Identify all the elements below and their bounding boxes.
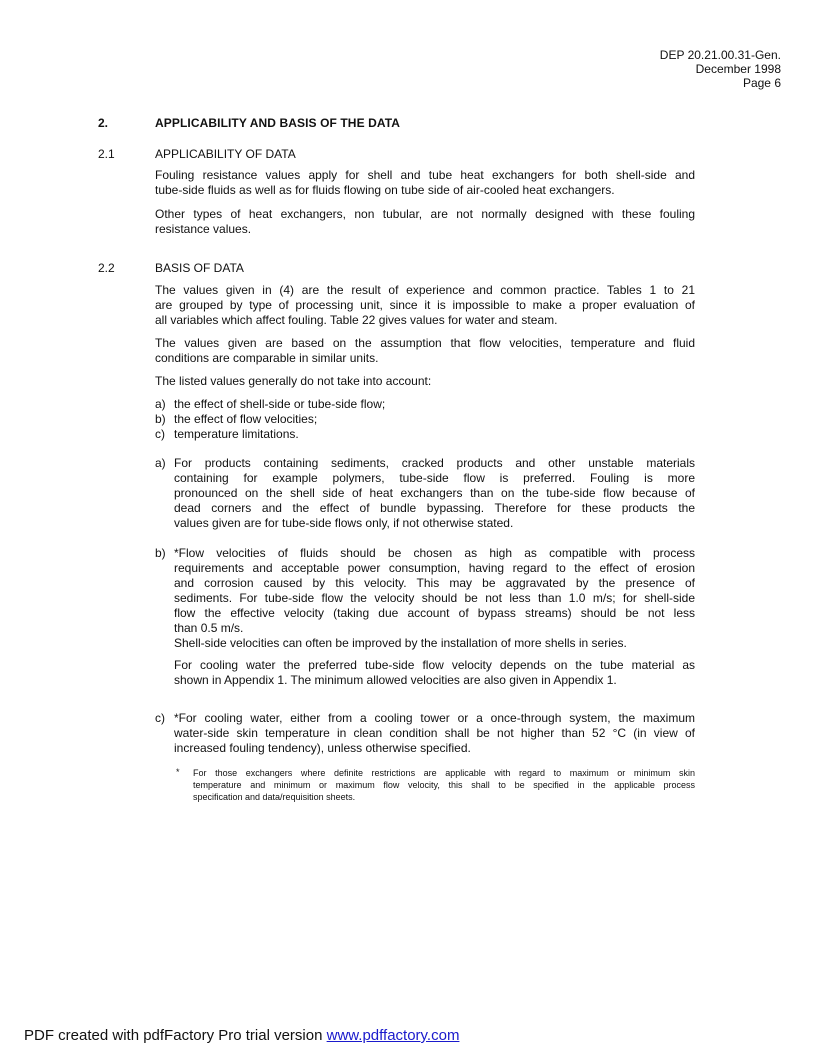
note-c-skin-temperature bbox=[174, 711, 695, 756]
text-line: dead corners and the effect of bundle bypassing. Therefore for these products the bbox=[174, 501, 695, 515]
note-b-cooling-water bbox=[174, 658, 695, 688]
paragraph-listed-values bbox=[155, 374, 695, 389]
paragraph-applicability bbox=[155, 168, 695, 198]
text-line: temperature and minimum or maximum flow velocity, this shall to be specified in the applicable process bbox=[193, 780, 695, 790]
text-line: Shell-side velocities can often be improved by the installation of more shells in series. bbox=[174, 636, 627, 650]
section-number: 2. bbox=[98, 116, 109, 130]
text-line: *Flow velocities of fluids should be chosen as high as compatible with process bbox=[174, 546, 695, 560]
text-line: specification and data/requisition sheets. bbox=[193, 792, 356, 802]
text-line: increased fouling tendency), unless otherwise specified. bbox=[174, 741, 471, 755]
subsection-title-2-2: BASIS OF DATA bbox=[155, 261, 244, 275]
text-line: containing for example polymers, tube-side flow is preferred. Fouling is more bbox=[174, 471, 695, 485]
text-line: For those exchangers where definite restrictions are applicable with regard to maximum or minimum skin bbox=[193, 768, 695, 778]
text-line: Fouling resistance values apply for shell and tube heat exchangers for both shell-side and bbox=[155, 168, 695, 182]
subsection-number-2-1: 2.1 bbox=[98, 147, 115, 161]
text-line: The listed values generally do not take into account: bbox=[155, 374, 432, 388]
subsection-title-2-1: APPLICABILITY OF DATA bbox=[155, 147, 296, 161]
text-line: The values given are based on the assumption that flow velocities, temperature and fluid bbox=[155, 336, 695, 350]
list-marker: a) bbox=[155, 397, 166, 411]
text-line: flow the effective velocity (taking due account of bypass streams) should be not less bbox=[174, 606, 695, 620]
text-line: shown in Appendix 1. The minimum allowed velocities are also given in Appendix 1. bbox=[174, 673, 617, 687]
paragraph-other-types bbox=[155, 207, 695, 237]
footnote bbox=[193, 767, 695, 803]
text-line: pronounced on the shell side of heat exchangers than on the tube-side flow because of bbox=[174, 486, 695, 500]
list-marker: a) bbox=[155, 456, 166, 470]
footer-text: PDF created with pdfFactory Pro trial version bbox=[24, 1027, 327, 1044]
note-a-sediments bbox=[174, 456, 695, 531]
text-line: For products containing sediments, cracked products and other unstable materials bbox=[174, 456, 695, 470]
paragraph-assumption bbox=[155, 336, 695, 366]
subsection-number-2-2: 2.2 bbox=[98, 261, 115, 275]
footer-link[interactable]: www.pdffactory.com bbox=[326, 1027, 460, 1044]
list-marker: b) bbox=[155, 412, 166, 426]
text-line: and corrosion caused by this velocity. This may be aggravated by the presence of bbox=[174, 576, 695, 590]
text-line: values given are for tube-side flows only, if not otherwise stated. bbox=[174, 516, 514, 530]
list-item: temperature limitations. bbox=[174, 427, 299, 441]
text-line: Other types of heat exchangers, non tubular, are not normally designed with these fouling bbox=[155, 207, 695, 221]
text-line: than 0.5 m/s. bbox=[174, 621, 244, 635]
text-line: are grouped by type of processing unit, since it is impossible to make a proper evaluation of bbox=[155, 298, 695, 312]
document-id: DEP 20.21.00.31-Gen. bbox=[659, 48, 781, 62]
document-header bbox=[660, 48, 781, 90]
list-marker: b) bbox=[155, 546, 166, 560]
text-line: all variables which affect fouling. Table 22 gives values for water and steam. bbox=[155, 313, 558, 327]
page-number: Page 6 bbox=[742, 76, 781, 90]
section-title: APPLICABILITY AND BASIS OF THE DATA bbox=[155, 116, 401, 130]
list-item: the effect of shell-side or tube-side flow; bbox=[174, 397, 386, 411]
text-line: water-side skin temperature in clean condition shall be not higher than 52 °C (in view of bbox=[174, 726, 695, 740]
document-date: December 1998 bbox=[695, 62, 781, 76]
list-marker: c) bbox=[155, 427, 165, 441]
paragraph-basis bbox=[155, 283, 695, 328]
text-line: *For cooling water, either from a cooling tower or a once-through system, the maximum bbox=[174, 711, 695, 725]
text-line: For cooling water the preferred tube-side flow velocity depends on the tube material as bbox=[174, 658, 695, 672]
footnote-marker: * bbox=[176, 767, 180, 777]
list-item: the effect of flow velocities; bbox=[174, 412, 318, 426]
text-line: conditions are comparable in similar units. bbox=[155, 351, 379, 365]
list-marker: c) bbox=[155, 711, 165, 725]
pdf-creator-footer bbox=[24, 1027, 459, 1044]
text-line: The values given in (4) are the result of experience and common practice. Tables 1 to 21 bbox=[155, 283, 695, 297]
text-line: tube-side fluids as well as for fluids flowing on tube side of air-cooled heat exchangers. bbox=[155, 183, 615, 197]
text-line: requirements and acceptable power consumption, having regard to the effect of erosion bbox=[174, 561, 695, 575]
text-line: sediments. For tube-side flow the velocity should be not less than 1.0 m/s; for shell-side bbox=[174, 591, 695, 605]
note-b-flow-velocities bbox=[174, 546, 695, 651]
text-line: resistance values. bbox=[155, 222, 252, 236]
